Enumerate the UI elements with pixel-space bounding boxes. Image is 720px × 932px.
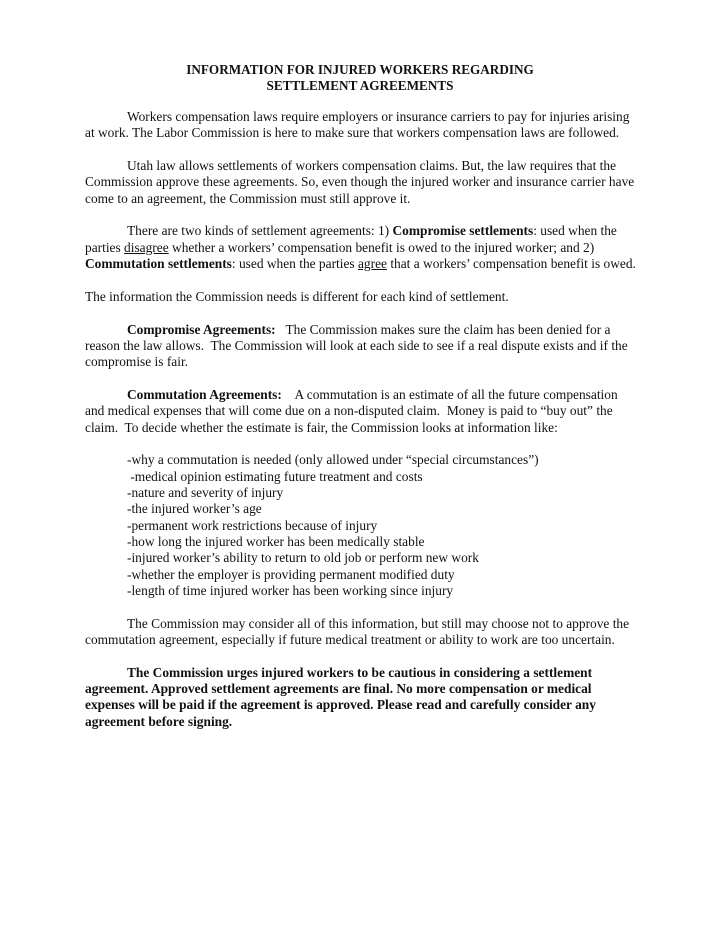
title-line-1: INFORMATION FOR INJURED WORKERS REGARDING <box>186 62 534 77</box>
list-item: -nature and severity of injury <box>127 485 284 501</box>
list-item: -medical opinion estimating future treatment and costs <box>127 468 423 484</box>
list-item: -injured worker’s ability to return to old job or perform new work <box>127 550 479 566</box>
paragraph-compromise <box>85 322 638 371</box>
page-title <box>0 62 720 93</box>
list-item: -whether the employer is providing permanent modified duty <box>127 566 455 582</box>
paragraph-intro: Workers compensation laws require employers or insurance carriers to pay for injuries arising at work. The Labor Commission is here to make sure that workers compensation laws are followed. <box>85 109 630 141</box>
list-item: -why a commutation is needed (only allowed under “special circumstances”) <box>127 452 539 468</box>
paragraph-info-differs: The information the Commission needs is different for each kind of settlement. <box>85 288 509 304</box>
disagree-term: disagree <box>124 239 169 255</box>
commutation-heading: Commutation Agreements: <box>127 387 282 403</box>
document-body <box>85 109 638 746</box>
paragraph-kinds <box>85 223 638 272</box>
kinds-text: that a workers’ compensation benefit is owed. <box>386 256 636 272</box>
paragraph-warning: The Commission urges injured workers to be cautious in considering a settlement agreement. Approved settlement agreements are final. No more compensation or medical expenses will be paid if the agreement is approved. Please read and carefully consider any agreement before signing. <box>85 664 596 729</box>
list-item: -the injured worker’s age <box>127 501 262 517</box>
list-item: -how long the injured worker has been medically stable <box>127 533 425 549</box>
paragraph-may-consider: The Commission may consider all of this information, but still may choose not to approve the commutation agreement, especially if future medical treatment or ability to work are too uncertain. <box>85 615 630 647</box>
paragraph-commutation <box>85 387 638 436</box>
compromise-text: The Commission makes sure the claim has been denied for a reason the law allows. The Commission will look at each side to see if a real dispute exists and if the compromise is fair. <box>85 321 632 370</box>
kinds-text: There are two kinds of settlement agreements: 1) <box>127 223 393 239</box>
list-item: -length of time injured worker has been working since injury <box>127 582 454 598</box>
kinds-text: whether a workers’ compensation benefit is owed to the injured worker; and 2) <box>168 239 595 255</box>
commutation-text: A commutation is an estimate of all the future compensation and medical expenses that will come due on a non-disputed claim. Money is paid to “buy out” the claim. To decide whether the estimate is fair, the Commission looks at information like: <box>85 387 622 435</box>
compromise-term: Compromise settlements <box>392 223 534 239</box>
kinds-text: : used when the parties <box>231 256 358 272</box>
paragraph-utah-law: Utah law allows settlements of workers compensation claims. But, the law requires that the Commission approve these agreements. So, even though the injured worker and insurance carrier have come to an agreement, the Commission must still approve it. <box>85 158 635 206</box>
title-line-2: SETTLEMENT AGREEMENTS <box>266 77 454 93</box>
agree-term: agree <box>357 256 387 272</box>
commutation-term: Commutation settlements <box>85 256 232 272</box>
list-item: -permanent work restrictions because of injury <box>127 517 378 533</box>
factors-list <box>85 452 638 599</box>
compromise-heading: Compromise Agreements: <box>127 321 276 337</box>
kinds-text: : used when the parties <box>85 223 617 255</box>
